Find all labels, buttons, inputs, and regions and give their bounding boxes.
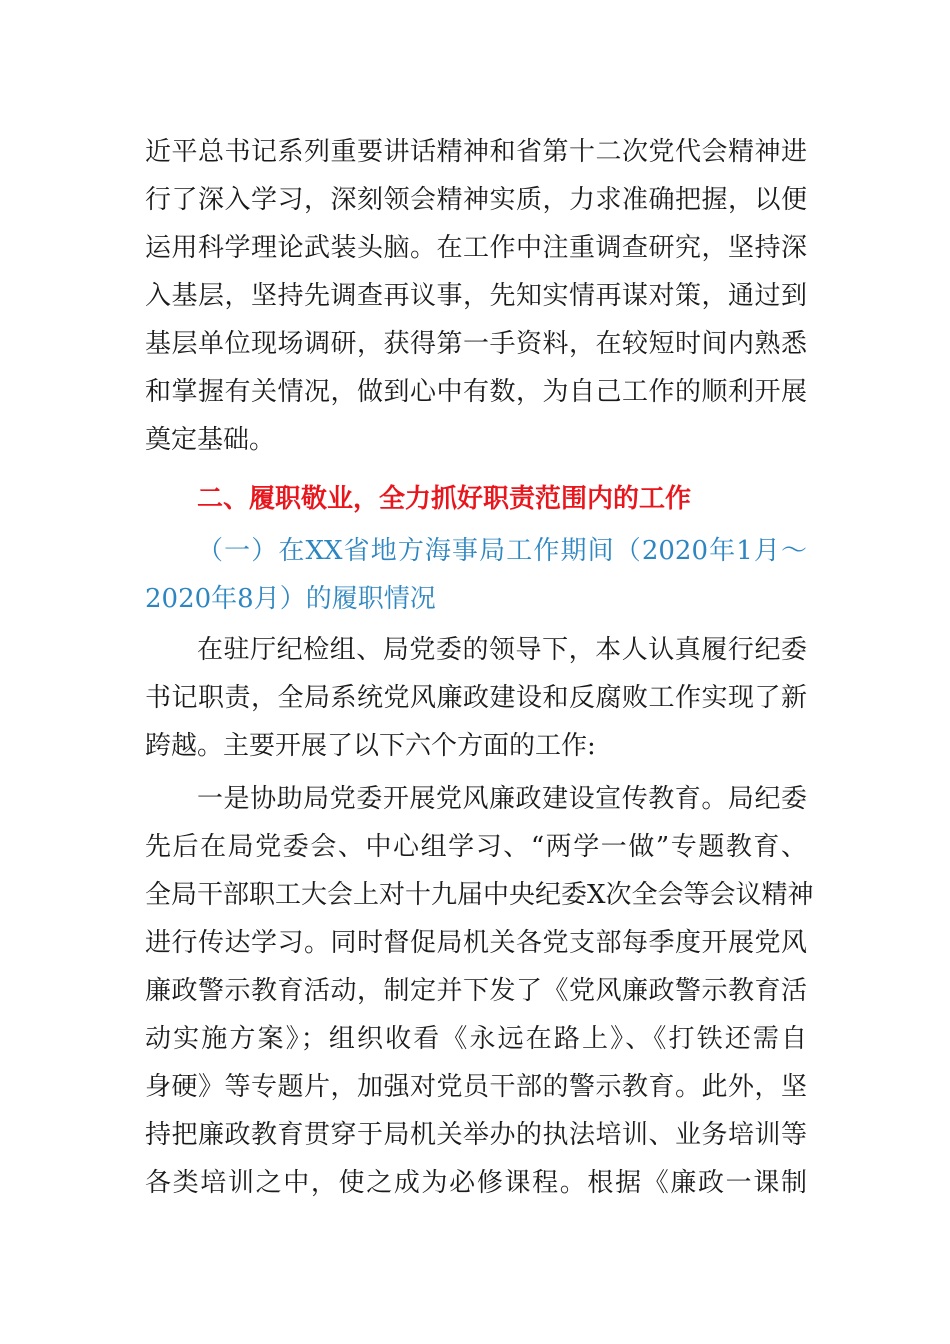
body-line: 入基层，坚持先调查再议事，先知实情再谋对策，通过到: [145, 281, 807, 311]
subsection-heading-line: 2020年8月）的履职情况: [145, 584, 436, 614]
body-line: 和掌握有关情况，做到心中有数，为自己工作的顺利开展: [145, 377, 807, 407]
body-line: 廉政警示教育活动，制定并下发了《党风廉政警示教育活: [145, 976, 807, 1006]
body-line: 奠定基础。: [145, 425, 276, 455]
body-line: 一是协助局党委开展党风廉政建设宣传教育。局纪委: [197, 784, 807, 814]
body-line: 在驻厅纪检组、局党委的领导下，本人认真履行纪委: [197, 635, 807, 665]
body-line: 基层单位现场调研，获得第一手资料，在较短时间内熟悉: [145, 329, 807, 359]
body-line: 进行传达学习。同时督促局机关各党支部每季度开展党风: [145, 928, 807, 958]
body-line: 运用科学理论武装头脑。在工作中注重调查研究，坚持深: [145, 233, 807, 263]
section-heading: 二、履职敬业，全力抓好职责范围内的工作: [197, 484, 692, 514]
body-line: 书记职责，全局系统党风廉政建设和反腐败工作实现了新: [145, 683, 807, 713]
body-line: 身硬》等专题片，加强对党员干部的警示教育。此外，坚: [145, 1072, 807, 1102]
body-line: 全局干部职工大会上对十九届中央纪委X次全会等会议精神: [145, 880, 814, 910]
subsection-heading-line: （一）在XX省地方海事局工作期间（2020年1月～: [197, 536, 807, 566]
body-line: 各类培训之中，使之成为必修课程。根据《廉政一课制: [145, 1168, 807, 1198]
body-line: 近平总书记系列重要讲话精神和省第十二次党代会精神进: [145, 137, 807, 167]
body-line: 跨越。主要开展了以下六个方面的工作:: [145, 731, 596, 761]
body-line: 持把廉政教育贯穿于局机关举办的执法培训、业务培训等: [145, 1120, 807, 1150]
body-line: 行了深入学习，深刻领会精神实质，力求准确把握，以便: [145, 185, 807, 215]
body-line: 动实施方案》；组织收看《永远在路上》、《打铁还需自: [145, 1024, 807, 1054]
body-line: 先后在局党委会、中心组学习、“两学一做”专题教育、: [145, 832, 807, 862]
